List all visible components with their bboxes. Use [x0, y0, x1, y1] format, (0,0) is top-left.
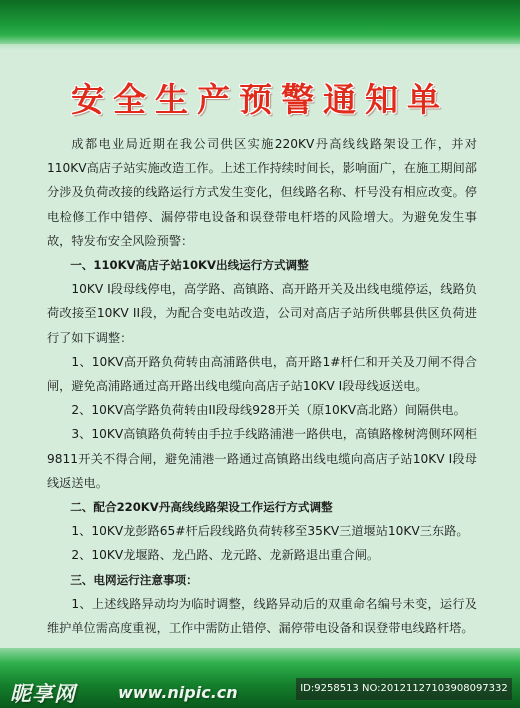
section-1-item-2: 2、10KV高学路负荷转由II段母线928开关（原10KV高北路）间隔供电。 — [71, 403, 466, 418]
section-2-item-1: 1、10KV龙彭路65#杆后段线路负荷转移至35KV三道堰站10KV三东路。 — [71, 524, 469, 539]
top-green-band — [0, 0, 520, 44]
section-2-heading: 二、配合220KV丹高线线路架设工作运行方式调整 — [70, 500, 333, 515]
section-3-heading: 三、电网运行注意事项： — [70, 572, 198, 587]
notice-title: 安全生产预警通知单 — [71, 80, 449, 119]
notice-body — [47, 132, 477, 640]
watermark-id-bar: ID:9258513 NO:20121127103908097332 — [296, 678, 512, 700]
section-1-item-3: 3、10KV高镇路负荷转由手拉手线路浦港一路供电，高镇路橡树湾侧环网柜9811开关不得合闸，避免浦港一路通过高镇路出线电缆向高店子站10KV I段母线返送电。 — [47, 427, 477, 490]
section-1-heading: 一、110KV高店子站10KV出线运行方式调整 — [70, 258, 309, 273]
section-1-item-1: 1、10KV高开路负荷转由高浦路供电，高开路1#杆仁和开关及刀闸不得合闸，避免高浦路通过高开路出线电缆向高店子站10KV I段母线返送电。 — [47, 354, 477, 394]
section-3-item-1: 1、上述线路异动均为临时调整，线路异动后的双重命名编号未变，运行及维护单位需高度重视，工作中需防止错停、漏停带电设备和误登带电线路杆塔。 — [47, 596, 477, 636]
top-band-fade — [0, 44, 520, 50]
intro-paragraph: 成都电业局近期在我公司供区实施220KV丹高线线路架设工作，并对110KV高店子站实施改造工作。上述工作持续时间长，影响面广，在施工期间部分涉及负荷改接的线路运行方式发生变化，但线路名称、杆号没有相应改变。停电检修工作中错停、漏停带电设备和误登带电杆塔的风险增大。为避免发生事故，特发布安全风险预警： — [47, 137, 477, 248]
watermark-url: www.nipic.cn — [118, 683, 238, 702]
section-1-paragraph: 10KV I段母线停电，高学路、高镇路、高开路开关及出线电缆停运，线路负荷改接至10KV II段，为配合变电站改造，公司对高店子站所供郫县供区负荷进行了如下调整： — [47, 282, 477, 345]
section-2-item-2: 2、10KV龙堰路、龙凸路、龙元路、龙新路退出重合闸。 — [71, 548, 380, 563]
watermark-logo: 昵享网 — [10, 682, 76, 706]
